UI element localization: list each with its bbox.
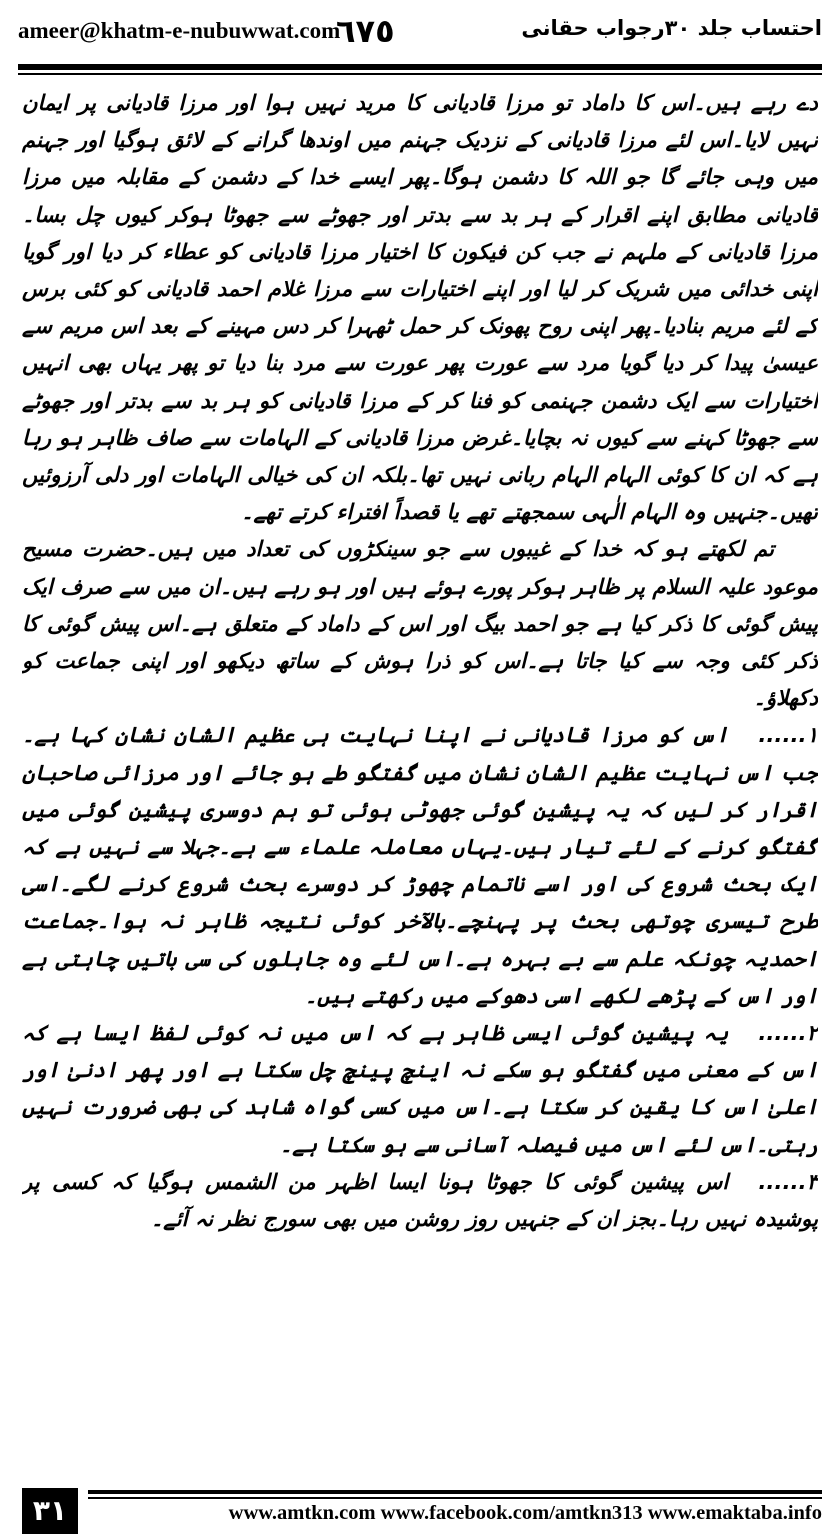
list-item-1 xyxy=(22,716,818,1014)
footer-rule-thin xyxy=(88,1497,822,1499)
list-item-3-text: اس پیشین گوئی کا جھوٹا ہونا ایسا اظہر من الشمس ہوگیا کہ کسی پر پوشیدہ نہیں رہا۔بجز ان کے جنہیں روز روشن میں بھی سورج نظر نہ آئے۔ xyxy=(22,1168,818,1232)
paragraph-1: دے رہے ہیں۔اس کا داماد تو مرزا قادیانی کا مرید نہیں ہوا اور مرزا قادیانی پر ایمان نہیں لایا۔اس لئے مرزا قادیانی کے نزدیک جہنم میں اوندھا گرانے کے لائق ہوگیا اور جہنم میں وہی جائے گا جو اللہ کا دشمن ہوگا۔پھر ایسے خدا کے دشمن کے مقابلہ میں مرزا قادیانی مطابق اپنے اقرار کے ہر بد سے بدتر اور جھوٹے سے جھوٹا ہوکر کیوں چل بسا۔مرزا قادیانی کے ملہم نے جب کن فیکون کا اختیار مرزا قادیانی کو عطاء کر دیا اور گویا اپنی خدائی میں شریک کر لیا اور اپنے اختیارات سے مرزا غلام احمد قادیانی کو کئی برس کے لئے مریم بنادیا۔پھر اپنی روح پھونک کر حمل ٹھہرا کر دس مہینے کے بعد اس مریم سے عیسیٰ پیدا کر دیا گویا مرد سے عورت پھر عورت سے مرد بنا دیا تو پھر یہاں بھی انہیں اختیارات سے ایک دشمن جہنمی کو فنا کر کے مرزا قادیانی کو ہر بد سے بدتر اور جھوٹے سے جھوٹا کہنے سے کیوں نہ بچایا۔غرض مرزا قادیانی کے الہامات سے صاف ظاہر ہو رہا ہے کہ ان کا کوئی الہام الہام ربانی نہیں تھا۔بلکہ ان کی خیالی الہامات اور دلی آرزوئیں تھیں۔جنہیں وہ الہام الٰہی سمجھتے تھے یا قصداً افتراء کرتے تھے۔ xyxy=(22,90,818,525)
list-item-2-number: ۲...... xyxy=(758,1020,818,1046)
paragraph-2: تم لکھتے ہو کہ خدا کے غیبوں سے جو سینکڑوں کی تعداد میں ہیں۔حضرت مسیح موعود علیہ السلام پر ظاہر ہوکر پورے ہوئے ہیں اور ہو رہے ہیں۔ان میں سے صرف ایک پیش گوئی کا ذکر کیا ہے جو احمد بیگ اور اس کے داماد کے متعلق ہے۔اس پیش گوئی کا ذکر کئی وجہ سے کیا جاتا ہے۔اس کو ذرا ہوش کے ساتھ دیکھو اور اپنی جماعت کو دکھلاؤ۔ xyxy=(22,536,818,711)
running-title: احتساب جلد ۳۰رجواب حقانی xyxy=(521,16,822,40)
list-item-1-text: اس کو مرزا قادیانی نے اپنا نہایت ہی عظیم الشان نشان کہا ہے۔جب اس نہایت عظیم الشان نشان میں گفتگو طے ہو جائے اور مرزائی صاحبان اقرار کر لیں کہ یہ پیشین گوئی جھوٹی ہوئی تو ہم دوسری پیشین گوئی میں گفتگو کرنے کے لئے تیار ہیں۔یہاں معاملہ علماء سے ہے۔جہلا سے نہیں ہے کہ ایک بحث شروع کی اور اسے ناتمام چھوڑ کر دوسرے بحث شروع کرنے لگے۔اسی طرح تیسری چوتھی بحث پر پہنچے۔بالآخر کوئی نتیجہ ظاہر نہ ہوا۔جماعت احمدیہ چونکہ علم سے بے بہرہ ہے۔اس لئے وہ جاہلوں کی سی باتیں چاہتی ہے اور اس کے پڑھے لکھے اسی دھوکے میں رکھتے ہیں۔ xyxy=(22,722,818,1008)
page-header xyxy=(18,12,822,58)
header-email[interactable]: ameer@khatm-e-nubuwwat.com xyxy=(18,18,341,43)
footer-page-box: ۳۱ xyxy=(22,1488,78,1534)
footer-urls[interactable]: www.amtkn.com www.facebook.com/amtkn313 www.emaktaba.info xyxy=(228,1502,822,1524)
list-item-3 xyxy=(22,1163,818,1237)
footer-bar xyxy=(88,1490,822,1534)
list-item-3-number: ۳...... xyxy=(758,1168,818,1194)
footer-rule-thick xyxy=(88,1490,822,1494)
list-item-2-text: یہ پیشین گوئی ایسی ظاہر ہے کہ اس میں نہ کوئی لفظ ایسا ہے کہ اس کے معنی میں گفتگو ہو سکے نہ اینچ پینچ چل سکتا ہے اور پھر ادنیٰ اور اعلیٰ اس کا یقین کر سکتا ہے۔اس میں کسی گواہ شاہد کی بھی ضرورت نہیں رہتی۔اس لئے اس میں فیصلہ آسانی سے ہو سکتا ہے۔ xyxy=(22,1020,818,1157)
page-number: ٦٧٥ xyxy=(336,12,395,50)
list-item-1-number: ۱...... xyxy=(758,722,818,748)
header-rule-thin xyxy=(18,73,822,75)
header-rule-thick xyxy=(18,64,822,70)
list-item-2 xyxy=(22,1014,818,1163)
page-body xyxy=(22,84,818,1472)
